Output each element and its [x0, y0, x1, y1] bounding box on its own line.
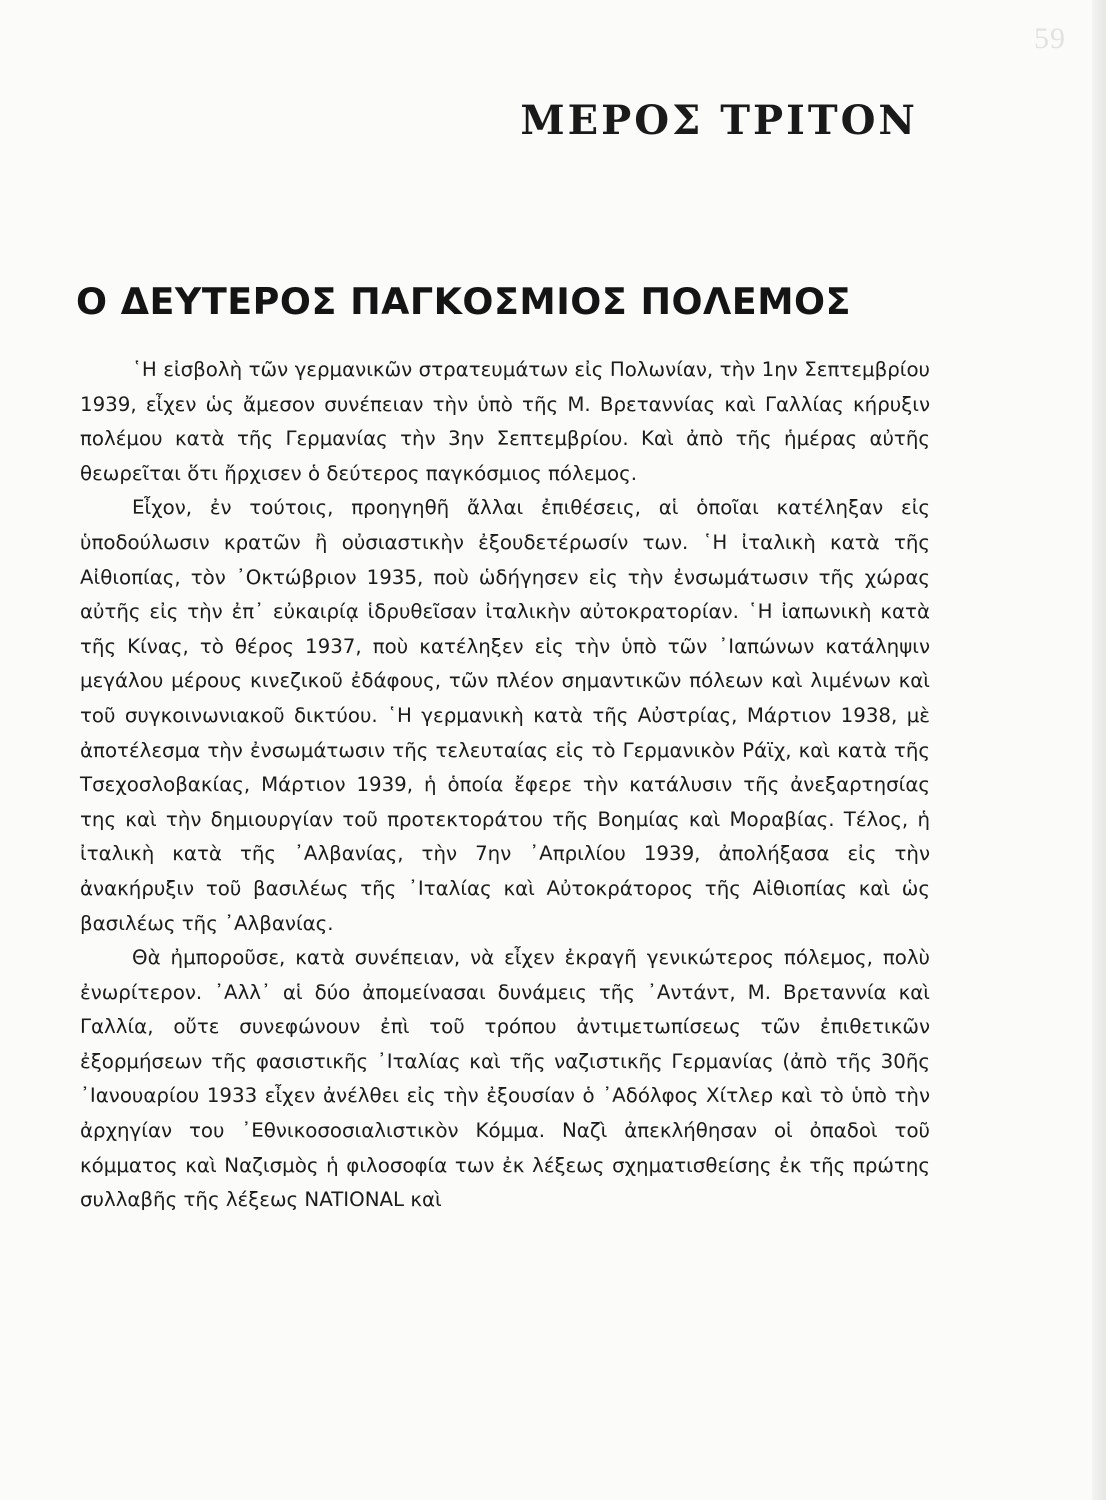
paragraph: ῾Η εἰσβολὴ τῶν γερμανικῶν στρατευμάτων εἰς Πολωνίαν, τὴν 1ην Σεπτεμβρίου 1939, εἶχεν ὡς ἄμεσον συνέπειαν τὴν ὑπὸ τῆς Μ. Βρεταννίας καὶ Γαλλίας κήρυξιν πολέμου κατὰ τῆς Γερμανίας τὴν 3ην Σεπτεμβρίου. Καὶ ἀπὸ τῆς ἡμέρας αὐτῆς θεωρεῖται ὅτι ἤρχισεν ὁ δεύτερος παγκόσμιος πόλεμος.	[80, 358, 930, 485]
page-edge	[1092, 0, 1106, 1500]
part-title: ΜΕΡΟΣ ΤΡΙΤΟΝ	[520, 97, 918, 144]
body-text	[80, 353, 930, 1218]
paragraph: Θὰ ἠμποροῦσε, κατὰ συνέπειαν, νὰ εἶχεν ἐκραγῆ γενικώτερος πόλεμος, πολὺ ἐνωρίτερον. ᾿Αλλ᾿ αἱ δύο ἀπομείνασαι δυνάμεις τῆς ᾿Αντάντ, Μ. Βρεταννία καὶ Γαλλία, οὔτε συνεφώνουν ἐπὶ τοῦ τρόπου ἀντιμετωπίσεως τῶν ἐπιθετικῶν ἐξορμήσεων τῆς φασιστικῆς ᾿Ιταλίας καὶ τῆς ναζιστικῆς Γερμανίας (ἀπὸ τῆς 30ῆς ᾿Ιανουαρίου 1933 εἶχεν ἀνέλθει εἰς τὴν ἐξουσίαν ὁ ᾿Αδόλφος Χίτλερ καὶ τὸ ὑπὸ τὴν ἀρχηγίαν του ᾿Εθνικοσοσιαλιστικὸν Κόμμα. Ναζὶ ἀπεκλήθησαν οἱ ὀπαδοὶ τοῦ κόμματος καὶ Ναζισμὸς ἡ φιλοσοφία των ἐκ λέξεως σχηματισθείσης ἐκ τῆς πρώτης συλλαβῆς τῆς λέξεως NATIONAL καὶ	[80, 946, 930, 1212]
chapter-title: Ο ΔΕΥΤΕΡΟΣ ΠΑΓΚΟΣΜΙΟΣ ΠΟΛΕΜΟΣ	[76, 280, 852, 323]
page-number: 59	[1034, 22, 1066, 55]
paragraph: Εἶχον, ἐν τούτοις, προηγηθῆ ἄλλαι ἐπιθέσεις, αἱ ὁποῖαι κατέληξαν εἰς ὑποδούλωσιν κρατῶν ἢ οὐσιαστικὴν ἐξουδετέρωσίν των. ῾Η ἰταλικὴ κατὰ τῆς Αἰθιοπίας, τὸν ᾿Οκτώβριον 1935, ποὺ ὡδήγησεν εἰς τὴν ἐνσωμάτωσιν τῆς χώρας αὐτῆς εἰς τὴν ἐπ᾿ εὐκαιρίᾳ ἱδρυθεῖσαν ἰταλικὴν αὐτοκρατορίαν. ῾Η ἰαπωνικὴ κατὰ τῆς Κίνας, τὸ θέρος 1937, ποὺ κατέληξεν εἰς τὴν ὑπὸ τῶν ᾿Ιαπώνων κατάληψιν μεγάλου μέρους κινεζικοῦ ἐδάφους, τῶν πλέον σημαντικῶν πόλεων καὶ λιμένων καὶ τοῦ συγκοινωνιακοῦ δικτύου. ῾Η γερμανικὴ κατὰ τῆς Αὐστρίας, Μάρτιον 1938, μὲ ἀποτέλεσμα τὴν ἐνσωμάτωσιν τῆς τελευταίας εἰς τὸ Γερμανικὸν Ράϊχ, καὶ κατὰ τῆς Τσεχοσλοβακίας, Μάρτιον 1939, ἡ ὁποία ἔφερε τὴν κατάλυσιν τῆς ἀνεξαρτησίας της καὶ τὴν δημιουργίαν τοῦ προτεκτοράτου τῆς Βοημίας καὶ Μοραβίας. Τέλος, ἡ ἰταλικὴ κατὰ τῆς ᾿Αλβανίας, τὴν 7ην ᾿Απριλίου 1939, ἀπολήξασα εἰς τὴν ἀνακήρυξιν τοῦ βασιλέως τῆς ᾿Ιταλίας καὶ Αὐτοκράτορος τῆς Αἰθιοπίας καὶ ὡς βασιλέως τῆς ᾿Αλβανίας.	[80, 496, 930, 935]
